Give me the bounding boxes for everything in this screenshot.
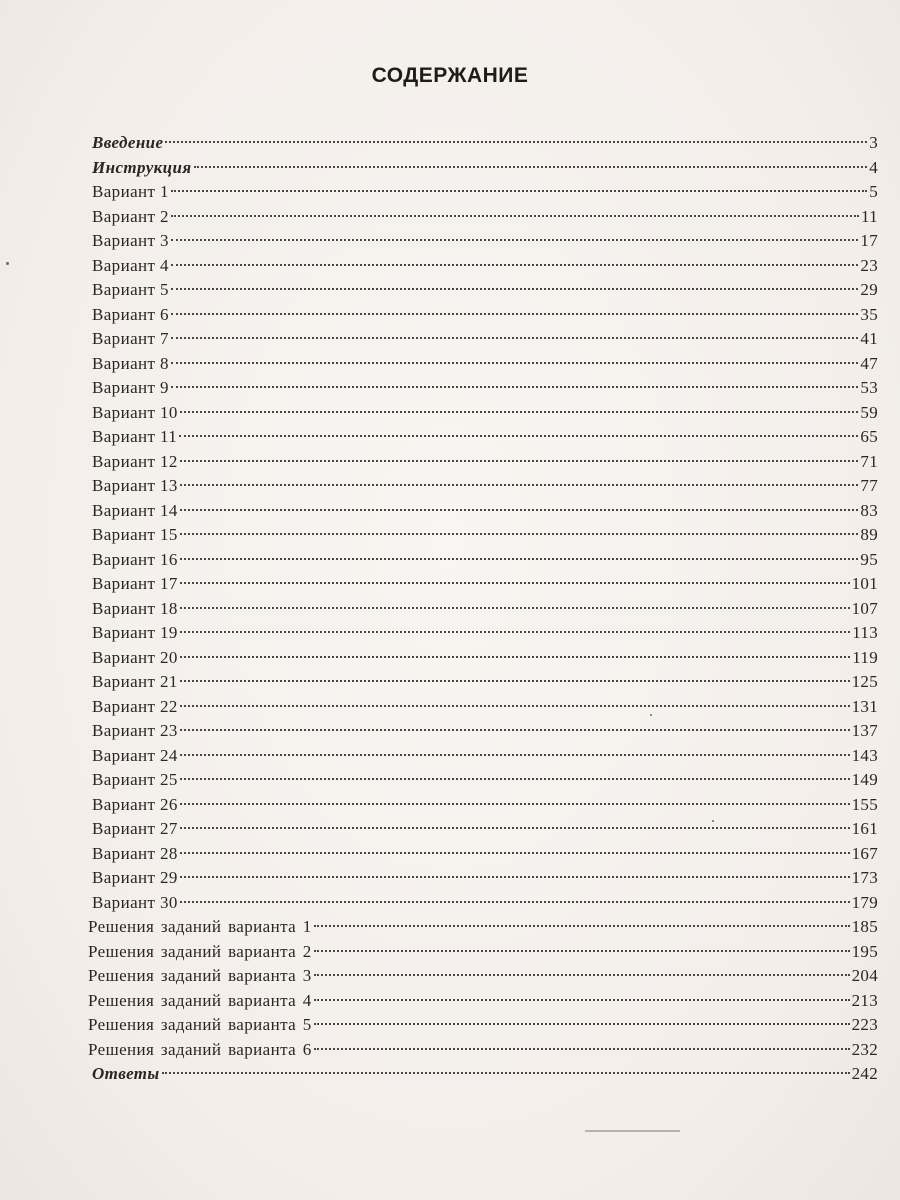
toc-entry [88,940,878,965]
toc-dot-leader [171,190,867,192]
paper-speck [6,262,9,265]
toc-entry-label: Вариант 15 [92,525,178,544]
toc-entry-label: Инструкция [92,157,192,177]
toc-dot-leader [171,264,858,266]
toc-dot-leader [314,950,850,952]
toc-entry [88,719,878,744]
toc-entry-page-number: 71 [860,451,878,471]
toc-dot-leader [171,362,858,364]
toc-entry-page-number: 125 [851,672,878,691]
toc-entry-page-number: 149 [851,770,878,789]
toc-entry-page-number: 107 [851,598,878,618]
toc-entry-label: Вариант 30 [92,892,178,912]
toc-entry-label: Решения заданий варианта 6 [88,1039,312,1059]
toc-entry-label: Решения заданий варианта 2 [88,941,312,961]
toc-entry-label: Вариант 7 [92,329,169,348]
toc-entry-page-number: 137 [851,721,878,740]
paper-speck [650,714,652,716]
toc-dot-leader [180,484,859,486]
toc-entry [88,131,878,156]
toc-entry [88,156,878,181]
toc-entry [88,205,878,230]
toc-dot-leader [180,729,850,731]
toc-dot-leader [180,803,850,805]
toc-entry [88,817,878,842]
toc-dot-leader [180,852,850,854]
toc-entry-page-number: 185 [851,917,878,936]
toc-entry-label: Вариант 22 [92,696,178,716]
toc-dot-leader [180,656,850,658]
toc-entry-page-number: 161 [851,819,878,838]
toc-entry-page-number: 113 [852,623,878,642]
toc-entry-page-number: 53 [860,378,878,397]
toc-dot-leader [171,288,858,290]
toc-entry [88,450,878,475]
toc-entry-page-number: 23 [860,255,878,275]
toc-entry [88,303,878,328]
toc-entry-label: Вариант 6 [92,304,169,324]
toc-entry [88,548,878,573]
toc-dot-leader [180,778,850,780]
toc-entry-page-number: 195 [851,941,878,961]
toc-dot-leader [171,386,858,388]
page-title: СОДЕРЖАНИЕ [371,64,529,87]
toc-entry-page-number: 167 [851,843,878,863]
toc-entry-page-number: 131 [851,696,878,716]
toc-entry-label: Вариант 27 [92,819,178,838]
toc-entry [88,793,878,818]
toc-dot-leader [180,705,850,707]
toc-entry-label: Вариант 21 [92,672,178,691]
toc-dot-leader [180,680,850,682]
toc-dot-leader [179,435,858,437]
toc-entry-page-number: 4 [869,157,878,177]
toc-entry-page-number: 29 [860,280,878,299]
toc-entry-label: Вариант 8 [92,353,169,373]
toc-dot-leader [194,166,868,168]
toc-entry-page-number: 41 [860,329,878,348]
toc-entry [88,572,878,597]
toc-entry-page-number: 242 [851,1064,878,1083]
toc-entry-page-number: 173 [851,868,878,887]
toc-dot-leader [180,754,850,756]
toc-entry-page-number: 232 [851,1039,878,1059]
toc-entry-label: Введение [92,133,164,152]
toc-entry-page-number: 143 [851,745,878,765]
toc-entry [88,866,878,891]
toc-dot-leader [180,509,859,511]
toc-dot-leader [180,533,859,535]
toc-entry-page-number: 11 [861,206,878,226]
toc-entry-label: Вариант 13 [92,476,178,495]
toc-entry [88,597,878,622]
toc-entry-label: Решения заданий варианта 1 [88,917,312,936]
toc-entry-label: Вариант 14 [92,500,178,520]
toc-entry-label: Вариант 26 [92,794,178,814]
toc-entry [88,670,878,695]
toc-entry [88,352,878,377]
toc-entry-label: Решения заданий варианта 4 [88,990,312,1010]
toc-entry [88,278,878,303]
toc-entry-label: Решения заданий варианта 3 [88,966,312,985]
toc-entry-label: Вариант 25 [92,770,178,789]
toc-entry [88,523,878,548]
toc-entry-label: Вариант 29 [92,868,178,887]
toc-entry [88,964,878,989]
toc-dot-leader [314,974,850,976]
toc-entry [88,695,878,720]
toc-entry [88,401,878,426]
toc-entry-page-number: 83 [860,500,878,520]
toc-entry [88,376,878,401]
toc-entry [88,474,878,499]
toc-entry-page-number: 3 [869,133,878,152]
toc-entry-label: Вариант 24 [92,745,178,765]
toc-entry [88,1038,878,1063]
toc-dot-leader [314,1023,850,1025]
toc-entry-label: Вариант 3 [92,231,169,250]
toc-entry [88,425,878,450]
toc-dot-leader [314,1048,850,1050]
toc-dot-leader [180,411,859,413]
toc-entry [88,229,878,254]
toc-entry-page-number: 17 [860,231,878,250]
toc-entry-label: Вариант 20 [92,647,178,667]
toc-dot-leader [180,876,850,878]
toc-entry [88,915,878,940]
toc-dot-leader [180,582,850,584]
toc-dot-leader [162,1072,850,1074]
toc-entry [88,744,878,769]
toc-entry [88,254,878,279]
toc-entry-label: Вариант 17 [92,574,178,593]
toc-entry-page-number: 95 [860,549,878,569]
toc-entry-page-number: 119 [852,647,878,667]
toc-dot-leader [180,901,850,903]
toc-entry [88,842,878,867]
toc-entry-label: Вариант 18 [92,598,178,618]
toc-entry-label: Вариант 10 [92,402,178,422]
toc-entry-label: Вариант 16 [92,549,178,569]
toc-entry-label: Вариант 23 [92,721,178,740]
toc-dot-leader [171,337,858,339]
toc-entry-label: Вариант 2 [92,206,169,226]
toc-entry-label: Вариант 5 [92,280,169,299]
toc-entry-page-number: 213 [851,990,878,1010]
toc-entry-page-number: 65 [860,427,878,446]
toc-entry [88,891,878,916]
table-of-contents [88,131,878,1087]
toc-entry-label: Вариант 28 [92,843,178,863]
toc-entry-label: Вариант 9 [92,378,169,397]
toc-entry [88,180,878,205]
toc-entry-page-number: 101 [851,574,878,593]
toc-entry [88,646,878,671]
toc-entry-label: Ответы [92,1064,160,1083]
toc-entry-page-number: 89 [860,525,878,544]
toc-dot-leader [165,141,867,143]
toc-entry-page-number: 59 [860,402,878,422]
toc-dot-leader [171,313,858,315]
toc-dot-leader [180,460,859,462]
toc-entry-label: Вариант 12 [92,451,178,471]
toc-dot-leader [314,925,850,927]
toc-dot-leader [314,999,850,1001]
toc-dot-leader [180,827,850,829]
toc-entry-page-number: 223 [851,1015,878,1034]
toc-entry-label: Вариант 11 [92,427,178,446]
toc-entry-page-number: 179 [851,892,878,912]
toc-entry [88,499,878,524]
toc-entry-label: Вариант 4 [92,255,169,275]
toc-entry-label: Вариант 1 [92,182,169,201]
paper-speck [712,820,714,822]
toc-entry-page-number: 35 [860,304,878,324]
toc-entry [88,327,878,352]
toc-dot-leader [180,607,850,609]
toc-entry-page-number: 5 [869,182,878,201]
toc-entry-page-number: 47 [860,353,878,373]
toc-entry [88,989,878,1014]
toc-entry-page-number: 204 [851,966,878,985]
toc-dot-leader [180,631,850,633]
toc-entry [88,1062,878,1087]
toc-entry-label: Решения заданий варианта 5 [88,1015,312,1034]
toc-dot-leader [171,239,858,241]
toc-entry [88,1013,878,1038]
toc-dot-leader [171,215,859,217]
toc-entry-page-number: 155 [851,794,878,814]
toc-dot-leader [180,558,859,560]
toc-entry [88,621,878,646]
toc-entry-page-number: 77 [860,476,878,495]
toc-entry-label: Вариант 19 [92,623,178,642]
toc-entry [88,768,878,793]
footer-rule [585,1130,680,1132]
